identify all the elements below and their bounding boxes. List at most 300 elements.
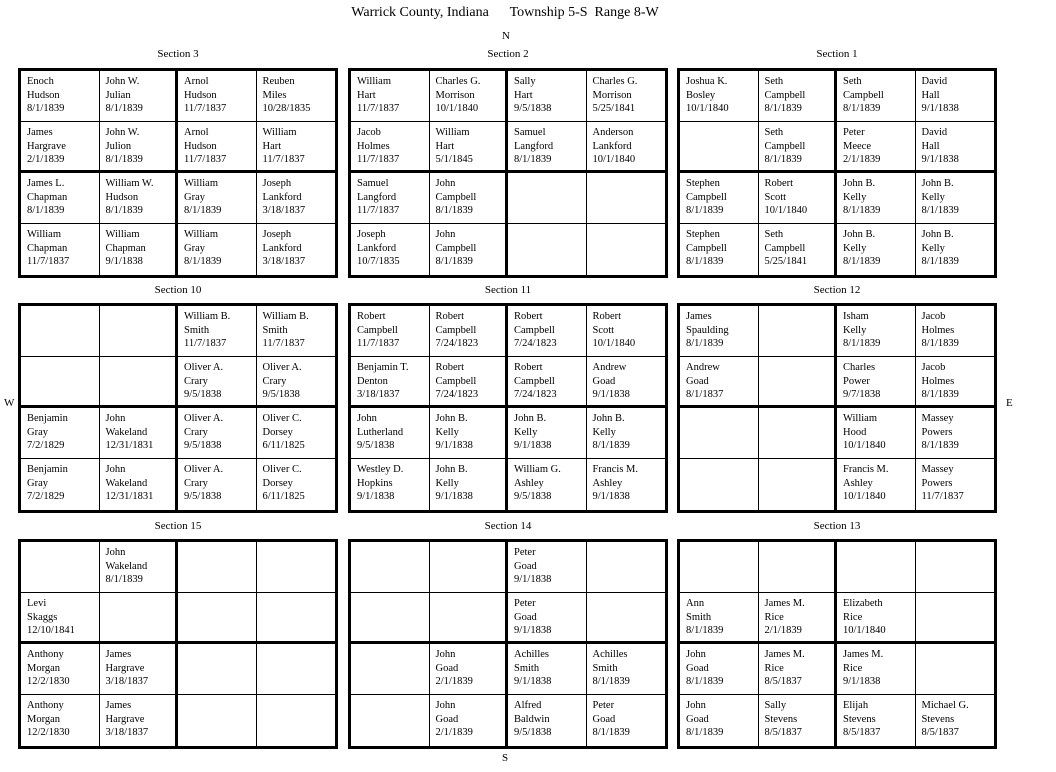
land-parcel — [21, 306, 100, 357]
land-parcel — [21, 122, 100, 173]
parcel-date: 8/1/1839 — [184, 205, 222, 216]
section-label: Section 14 — [484, 520, 532, 532]
parcel-name: David — [921, 76, 948, 87]
land-parcel — [587, 122, 666, 173]
parcel-name: Joseph — [357, 229, 386, 240]
parcel-date: 8/5/1837 — [921, 727, 959, 738]
parcel-name: Joseph — [262, 229, 292, 240]
parcel-name: Bosley — [686, 89, 716, 101]
parcel-date: 8/1/1839 — [27, 205, 65, 216]
parcel-name: Seth — [764, 76, 784, 87]
parcel-date: 3/18/1837 — [262, 205, 306, 216]
parcel-date: 8/1/1839 — [921, 256, 959, 267]
land-parcel — [759, 122, 838, 173]
parcel-name: Hall — [921, 89, 940, 101]
parcel-date: 11/7/1837 — [27, 256, 70, 267]
parcel-date: 8/1/1839 — [921, 205, 959, 216]
parcel-name: John B. — [921, 178, 954, 189]
land-parcel — [587, 644, 666, 695]
land-parcel — [587, 593, 666, 644]
land-parcel — [680, 695, 759, 746]
parcel-name: Campbell — [686, 242, 727, 254]
land-parcel — [916, 224, 995, 275]
parcel-name: Stevens — [843, 713, 876, 725]
land-parcel — [759, 593, 838, 644]
parcel-name: Goad — [686, 713, 709, 725]
parcel-name: Joshua K. — [686, 76, 728, 87]
land-parcel — [508, 695, 587, 746]
land-parcel — [759, 357, 838, 408]
parcel-name: Stephen — [686, 229, 720, 240]
parcel-date: 3/18/1837 — [105, 727, 149, 738]
land-parcel — [587, 306, 666, 357]
section-label: Section 10 — [154, 284, 202, 296]
section-grid — [348, 68, 668, 278]
land-parcel — [508, 593, 587, 644]
land-parcel — [257, 306, 336, 357]
land-parcel — [680, 593, 759, 644]
land-parcel — [21, 71, 100, 122]
parcel-name: Lankford — [262, 242, 302, 254]
land-parcel — [178, 173, 257, 224]
land-parcel — [257, 644, 336, 695]
land-parcel — [759, 224, 838, 275]
land-parcel — [508, 542, 587, 593]
parcel-date: 11/7/1837 — [262, 338, 305, 349]
section-label: Section 11 — [484, 284, 532, 296]
parcel-name: Oliver A. — [184, 413, 224, 424]
parcel-date: 9/1/1838 — [921, 103, 959, 114]
parcel-date: 9/5/1838 — [184, 389, 222, 400]
parcel-name: John — [435, 178, 456, 189]
land-parcel — [680, 408, 759, 459]
parcel-name: Goad — [435, 662, 459, 674]
parcel-name: Benjamin — [27, 464, 68, 475]
land-parcel — [837, 644, 916, 695]
land-parcel — [351, 173, 430, 224]
parcel-name: Denton — [357, 375, 388, 387]
land-parcel — [837, 357, 916, 408]
land-parcel — [837, 408, 916, 459]
parcel-name: Achilles — [592, 649, 628, 660]
parcel-name: Alfred — [514, 700, 542, 711]
land-parcel — [351, 408, 430, 459]
compass-west: W — [4, 397, 15, 409]
parcel-date: 8/1/1839 — [843, 103, 881, 114]
parcel-date: 8/1/1839 — [184, 256, 222, 267]
parcel-name: Hudson — [27, 89, 60, 101]
land-parcel — [21, 408, 100, 459]
land-parcel — [257, 173, 336, 224]
parcel-date: 8/1/1839 — [514, 154, 552, 165]
land-parcel — [100, 122, 179, 173]
land-parcel — [508, 71, 587, 122]
parcel-name: Goad — [592, 713, 616, 725]
land-parcel — [587, 173, 666, 224]
section-label: Section 3 — [157, 48, 199, 60]
parcel-date: 8/1/1839 — [686, 205, 724, 216]
parcel-name: Gray — [27, 426, 48, 438]
parcel-name: Rice — [764, 662, 784, 674]
land-parcel — [430, 224, 509, 275]
land-parcel — [351, 224, 430, 275]
parcel-date: 2/1/1839 — [435, 727, 473, 738]
land-parcel — [100, 408, 179, 459]
parcel-name: William — [435, 127, 470, 138]
land-parcel — [257, 695, 336, 746]
parcel-name: Hopkins — [357, 477, 393, 489]
parcel-name: Powers — [921, 477, 953, 489]
parcel-name: William B. — [184, 311, 231, 322]
land-parcel — [100, 542, 179, 593]
parcel-date: 5/1/1845 — [435, 154, 473, 165]
parcel-name: Spaulding — [686, 324, 729, 336]
parcel-date: 3/18/1837 — [262, 256, 306, 267]
parcel-date: 8/1/1839 — [592, 727, 630, 738]
land-parcel — [430, 173, 509, 224]
parcel-name: Campbell — [764, 89, 806, 101]
parcel-name: John — [105, 413, 126, 424]
land-parcel — [178, 695, 257, 746]
parcel-name: Samuel — [357, 178, 389, 189]
land-parcel — [100, 357, 179, 408]
land-parcel — [178, 459, 257, 510]
land-parcel — [178, 71, 257, 122]
parcel-name: Crary — [184, 426, 208, 438]
parcel-name: John B. — [843, 178, 876, 189]
land-parcel — [257, 542, 336, 593]
parcel-name: Morrison — [435, 89, 475, 101]
parcel-name: Morgan — [27, 662, 61, 674]
parcel-date: 9/1/1838 — [435, 491, 473, 502]
parcel-name: Smith — [592, 662, 618, 674]
parcel-name: Achilles — [514, 649, 549, 660]
parcel-name: Kelly — [435, 426, 459, 438]
parcel-name: Crary — [184, 375, 208, 387]
parcel-name: Enoch — [27, 76, 54, 87]
parcel-date: 3/18/1837 — [357, 389, 400, 400]
land-parcel — [351, 306, 430, 357]
parcel-name: Gray — [184, 191, 205, 203]
parcel-name: William — [105, 229, 140, 240]
land-parcel — [257, 593, 336, 644]
parcel-name: Campbell — [435, 191, 477, 203]
land-parcel — [587, 408, 666, 459]
parcel-name: Samuel — [514, 127, 546, 138]
land-parcel — [100, 644, 179, 695]
parcel-name: Crary — [262, 375, 287, 387]
parcel-date: 12/2/1830 — [27, 727, 70, 738]
parcel-name: David — [921, 127, 948, 138]
parcel-date: 8/1/1839 — [764, 103, 802, 114]
parcel-name: William B. — [262, 311, 309, 322]
section-grid — [18, 539, 338, 749]
parcel-name: William W. — [105, 178, 154, 189]
land-parcel — [680, 306, 759, 357]
parcel-date: 9/1/1838 — [514, 625, 552, 636]
parcel-date: 9/1/1838 — [514, 440, 552, 451]
land-parcel — [178, 408, 257, 459]
land-parcel — [759, 542, 838, 593]
land-parcel — [759, 644, 838, 695]
land-parcel — [430, 593, 509, 644]
parcel-name: Francis M. — [592, 464, 638, 475]
parcel-name: Goad — [686, 662, 709, 674]
parcel-name: Hudson — [184, 140, 217, 152]
land-parcel — [680, 224, 759, 275]
parcel-date: 7/24/1823 — [435, 389, 479, 400]
parcel-name: Hart — [262, 140, 282, 152]
parcel-name: Peter — [514, 598, 536, 609]
section-grid — [677, 303, 997, 513]
parcel-date: 9/1/1838 — [357, 491, 395, 502]
land-parcel — [837, 306, 916, 357]
parcel-name: Hargrave — [105, 713, 145, 725]
parcel-name: Lankford — [357, 242, 397, 254]
parcel-name: Baldwin — [514, 713, 550, 725]
parcel-date: 8/1/1839 — [105, 154, 143, 165]
parcel-name: John W. — [105, 127, 140, 138]
land-parcel — [837, 695, 916, 746]
land-parcel — [916, 644, 995, 695]
land-parcel — [430, 644, 509, 695]
land-parcel — [508, 357, 587, 408]
parcel-name: Powers — [921, 426, 953, 438]
parcel-date: 8/1/1839 — [105, 205, 143, 216]
parcel-name: Campbell — [843, 89, 884, 101]
parcel-name: John — [435, 229, 456, 240]
parcel-date: 8/1/1839 — [843, 338, 881, 349]
parcel-date: 10/28/1835 — [262, 103, 311, 114]
parcel-name: William — [184, 229, 218, 240]
parcel-date: 11/7/1837 — [357, 103, 400, 114]
parcel-date: 8/1/1839 — [843, 205, 881, 216]
parcel-name: Holmes — [921, 375, 955, 387]
land-parcel — [587, 695, 666, 746]
parcel-name: Oliver C. — [262, 464, 302, 475]
parcel-name: James M. — [764, 649, 805, 660]
land-parcel — [430, 408, 509, 459]
parcel-name: Arnol — [184, 76, 209, 87]
parcel-name: John — [357, 413, 377, 424]
parcel-date: 7/2/1829 — [27, 440, 65, 451]
parcel-name: Campbell — [764, 242, 806, 254]
parcel-name: Stevens — [764, 713, 798, 725]
parcel-date: 8/1/1837 — [686, 389, 724, 400]
parcel-name: Kelly — [921, 191, 945, 203]
parcel-date: 8/1/1839 — [921, 440, 959, 451]
land-parcel — [759, 173, 838, 224]
parcel-date: 7/24/1823 — [435, 338, 479, 349]
parcel-date: 10/1/1840 — [764, 205, 808, 216]
parcel-name: Wakeland — [105, 477, 148, 489]
parcel-date: 8/1/1839 — [686, 256, 724, 267]
parcel-name: Hudson — [105, 191, 139, 203]
parcel-name: John B. — [514, 413, 547, 424]
parcel-name: Benjamin — [27, 413, 68, 424]
parcel-name: Meece — [843, 140, 871, 152]
parcel-date: 9/5/1838 — [184, 440, 222, 451]
parcel-date: 9/5/1838 — [514, 103, 552, 114]
land-parcel — [21, 357, 100, 408]
land-parcel — [680, 542, 759, 593]
land-parcel — [100, 593, 179, 644]
section-grid — [677, 68, 997, 278]
land-parcel — [680, 644, 759, 695]
parcel-date: 9/7/1838 — [843, 389, 881, 400]
parcel-date: 10/1/1840 — [843, 491, 886, 502]
parcel-date: 8/1/1839 — [686, 727, 724, 738]
parcel-name: Scott — [764, 191, 787, 203]
parcel-name: Massey — [921, 464, 954, 475]
parcel-date: 10/1/1840 — [843, 440, 886, 451]
parcel-name: John W. — [105, 76, 140, 87]
land-parcel — [759, 408, 838, 459]
parcel-name: Goad — [435, 713, 459, 725]
section-grid — [18, 303, 338, 513]
parcel-date: 11/7/1837 — [357, 205, 400, 216]
land-parcel — [759, 459, 838, 510]
parcel-date: 9/5/1838 — [184, 491, 222, 502]
parcel-date: 9/1/1838 — [592, 389, 630, 400]
parcel-date: 8/1/1839 — [105, 103, 143, 114]
parcel-name: Campbell — [764, 140, 806, 152]
parcel-date: 11/7/1837 — [921, 491, 964, 502]
parcel-date: 10/1/1840 — [592, 338, 636, 349]
parcel-name: Andrew — [592, 362, 627, 373]
parcel-date: 11/7/1837 — [357, 338, 400, 349]
parcel-name: John — [686, 700, 706, 711]
parcel-name: Goad — [514, 560, 537, 572]
section-label: Section 12 — [813, 284, 861, 296]
parcel-name: Charles — [843, 362, 876, 373]
parcel-name: Campbell — [357, 324, 398, 336]
parcel-name: James M. — [764, 598, 805, 609]
parcel-name: Campbell — [435, 324, 477, 336]
parcel-name: Power — [843, 375, 870, 387]
parcel-name: Sally — [764, 700, 787, 711]
parcel-name: Skaggs — [27, 611, 58, 623]
parcel-date: 6/11/1825 — [262, 491, 305, 502]
parcel-name: William — [843, 413, 877, 424]
parcel-date: 12/31/1831 — [105, 440, 154, 451]
land-parcel — [100, 71, 179, 122]
parcel-name: James — [105, 700, 132, 711]
parcel-date: 2/1/1839 — [843, 154, 881, 165]
parcel-date: 8/1/1839 — [592, 676, 630, 687]
parcel-date: 9/5/1838 — [514, 727, 552, 738]
parcel-name: Elizabeth — [843, 598, 883, 609]
land-parcel — [587, 224, 666, 275]
parcel-name: Wakeland — [105, 560, 148, 572]
parcel-date: 8/5/1837 — [764, 727, 802, 738]
land-parcel — [100, 306, 179, 357]
land-parcel — [178, 357, 257, 408]
land-parcel — [21, 173, 100, 224]
parcel-name: Hall — [921, 140, 940, 152]
parcel-date: 9/1/1838 — [592, 491, 630, 502]
parcel-name: John B. — [592, 413, 625, 424]
land-parcel — [587, 71, 666, 122]
parcel-name: Charles G. — [435, 76, 481, 87]
parcel-name: Campbell — [514, 375, 555, 387]
parcel-name: Smith — [514, 662, 540, 674]
parcel-name: Ann — [686, 598, 705, 609]
parcel-name: James L. — [27, 178, 65, 189]
parcel-date: 9/5/1838 — [357, 440, 395, 451]
parcel-date: 8/1/1839 — [921, 389, 959, 400]
parcel-name: Stevens — [921, 713, 955, 725]
compass-east: E — [1006, 397, 1013, 409]
land-parcel — [257, 459, 336, 510]
parcel-name: Hudson — [184, 89, 217, 101]
parcel-name: Seth — [764, 127, 784, 138]
parcel-date: 8/1/1839 — [686, 625, 724, 636]
parcel-name: Robert — [764, 178, 794, 189]
parcel-name: John B. — [921, 229, 954, 240]
parcel-name: James M. — [843, 649, 884, 660]
compass-south: S — [502, 752, 509, 764]
parcel-name: Jacob — [921, 311, 946, 322]
parcel-name: Morgan — [27, 713, 61, 725]
parcel-name: Kelly — [843, 324, 867, 336]
land-parcel — [178, 644, 257, 695]
land-parcel — [257, 71, 336, 122]
parcel-date: 9/5/1838 — [262, 389, 300, 400]
land-parcel — [837, 173, 916, 224]
parcel-name: Goad — [592, 375, 616, 387]
parcel-name: Rice — [843, 611, 863, 623]
parcel-name: Kelly — [843, 242, 867, 254]
parcel-date: 8/1/1839 — [27, 103, 65, 114]
land-parcel — [837, 122, 916, 173]
land-parcel — [916, 173, 995, 224]
page-title: Warrick County, Indiana Township 5-S Range 8-W — [351, 5, 659, 20]
parcel-name: William — [27, 229, 61, 240]
land-parcel — [430, 459, 509, 510]
land-parcel — [430, 71, 509, 122]
parcel-name: John — [435, 700, 456, 711]
parcel-name: Kelly — [514, 426, 538, 438]
parcel-date: 11/7/1837 — [357, 154, 400, 165]
parcel-date: 8/1/1839 — [435, 256, 473, 267]
parcel-name: John — [435, 649, 456, 660]
parcel-name: Andrew — [686, 362, 720, 373]
parcel-name: Chapman — [27, 191, 68, 203]
land-parcel — [916, 542, 995, 593]
parcel-name: Peter — [843, 127, 865, 138]
land-parcel — [257, 224, 336, 275]
parcel-name: Charles G. — [592, 76, 638, 87]
parcel-date: 8/1/1839 — [686, 676, 724, 687]
parcel-name: Holmes — [921, 324, 955, 336]
parcel-name: Ashley — [843, 477, 873, 489]
land-parcel — [916, 459, 995, 510]
parcel-name: Jacob — [357, 127, 381, 138]
parcel-date: 5/25/1841 — [592, 103, 636, 114]
parcel-name: William — [262, 127, 297, 138]
land-parcel — [508, 122, 587, 173]
land-parcel — [680, 459, 759, 510]
land-parcel — [430, 122, 509, 173]
parcel-date: 6/11/1825 — [262, 440, 305, 451]
parcel-name: Elijah — [843, 700, 869, 711]
land-parcel — [100, 224, 179, 275]
parcel-name: Campbell — [435, 375, 477, 387]
land-parcel — [916, 357, 995, 408]
parcel-name: Crary — [184, 477, 208, 489]
land-parcel — [916, 695, 995, 746]
